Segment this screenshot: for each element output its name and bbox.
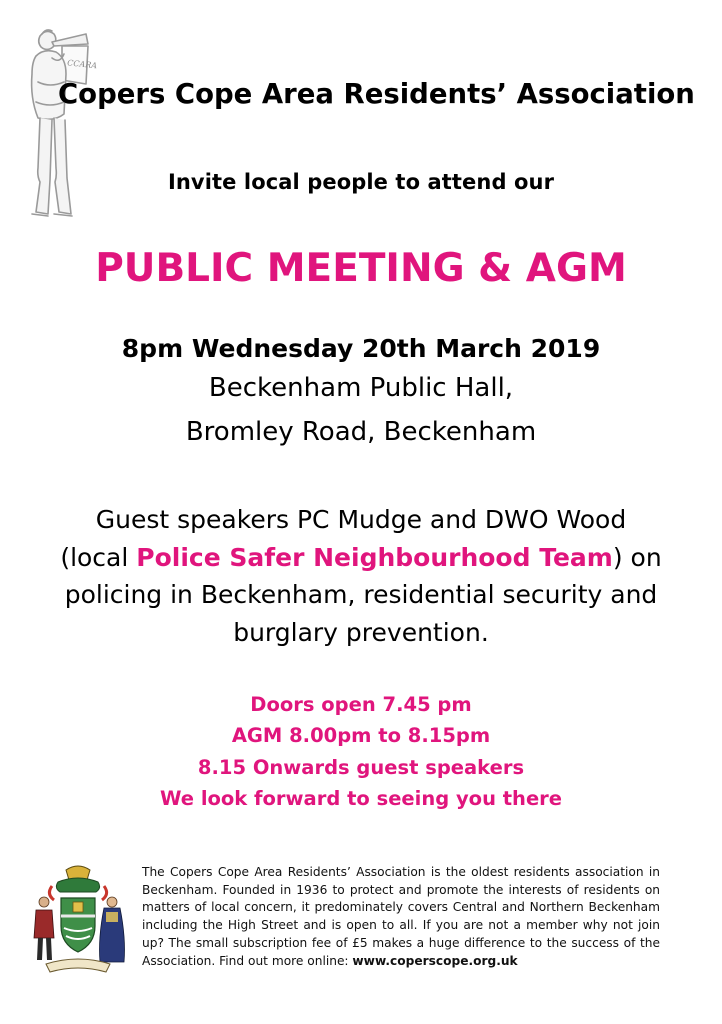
speakers-paragraph [0, 501, 722, 651]
coat-of-arms-icon [28, 864, 128, 976]
invite-line: Invite local people to attend our [167, 170, 555, 194]
schedule-doors-open: Doors open 7.45 pm [250, 693, 472, 716]
logo-banner-text: CCARA [66, 58, 98, 71]
speakers-line-3: policing in Beckenham, residential security and [64, 580, 658, 609]
org-title: Copers Cope Area Residents’ Association [58, 78, 695, 110]
schedule-guest-speakers: 8.15 Onwards guest speakers [197, 756, 525, 779]
meeting-datetime: 8pm Wednesday 20th March 2019 [121, 334, 601, 363]
footer-description: The Copers Cope Area Residents’ Association is the oldest residents association in Beckenham. Founded in 1936 to protect and promote the interests of residents on matters of local concern, it predominately covers Central and Northern Beckenham including the High Street and is open to all. If you are not a member why not join up? The small subscription fee of £5 makes a huge difference to the success of the Association. Find out more online: [142, 865, 660, 968]
venue-line-2: Bromley Road, Beckenham [185, 417, 537, 447]
venue-line-1: Beckenham Public Hall, [208, 373, 514, 403]
speakers-line-4: burglary prevention. [233, 617, 489, 647]
schedule-agm: AGM 8.00pm to 8.15pm [231, 724, 491, 747]
herald-logo-icon [22, 22, 98, 227]
website-link[interactable]: www.coperscope.org.uk [352, 953, 518, 968]
headline: PUBLIC MEETING & AGM [95, 246, 627, 291]
speakers-line-2 [0, 539, 722, 577]
footer-about-text [142, 864, 660, 970]
speakers-paren-open: (local [60, 542, 137, 572]
police-team-highlight: Police Safer Neighbourhood Team [136, 542, 613, 572]
speakers-after-team: ) on [612, 542, 662, 572]
schedule-closing-line: We look forward to seeing you there [159, 787, 563, 810]
speakers-line-1: Guest speakers PC Mudge and DWO Wood [95, 505, 627, 534]
